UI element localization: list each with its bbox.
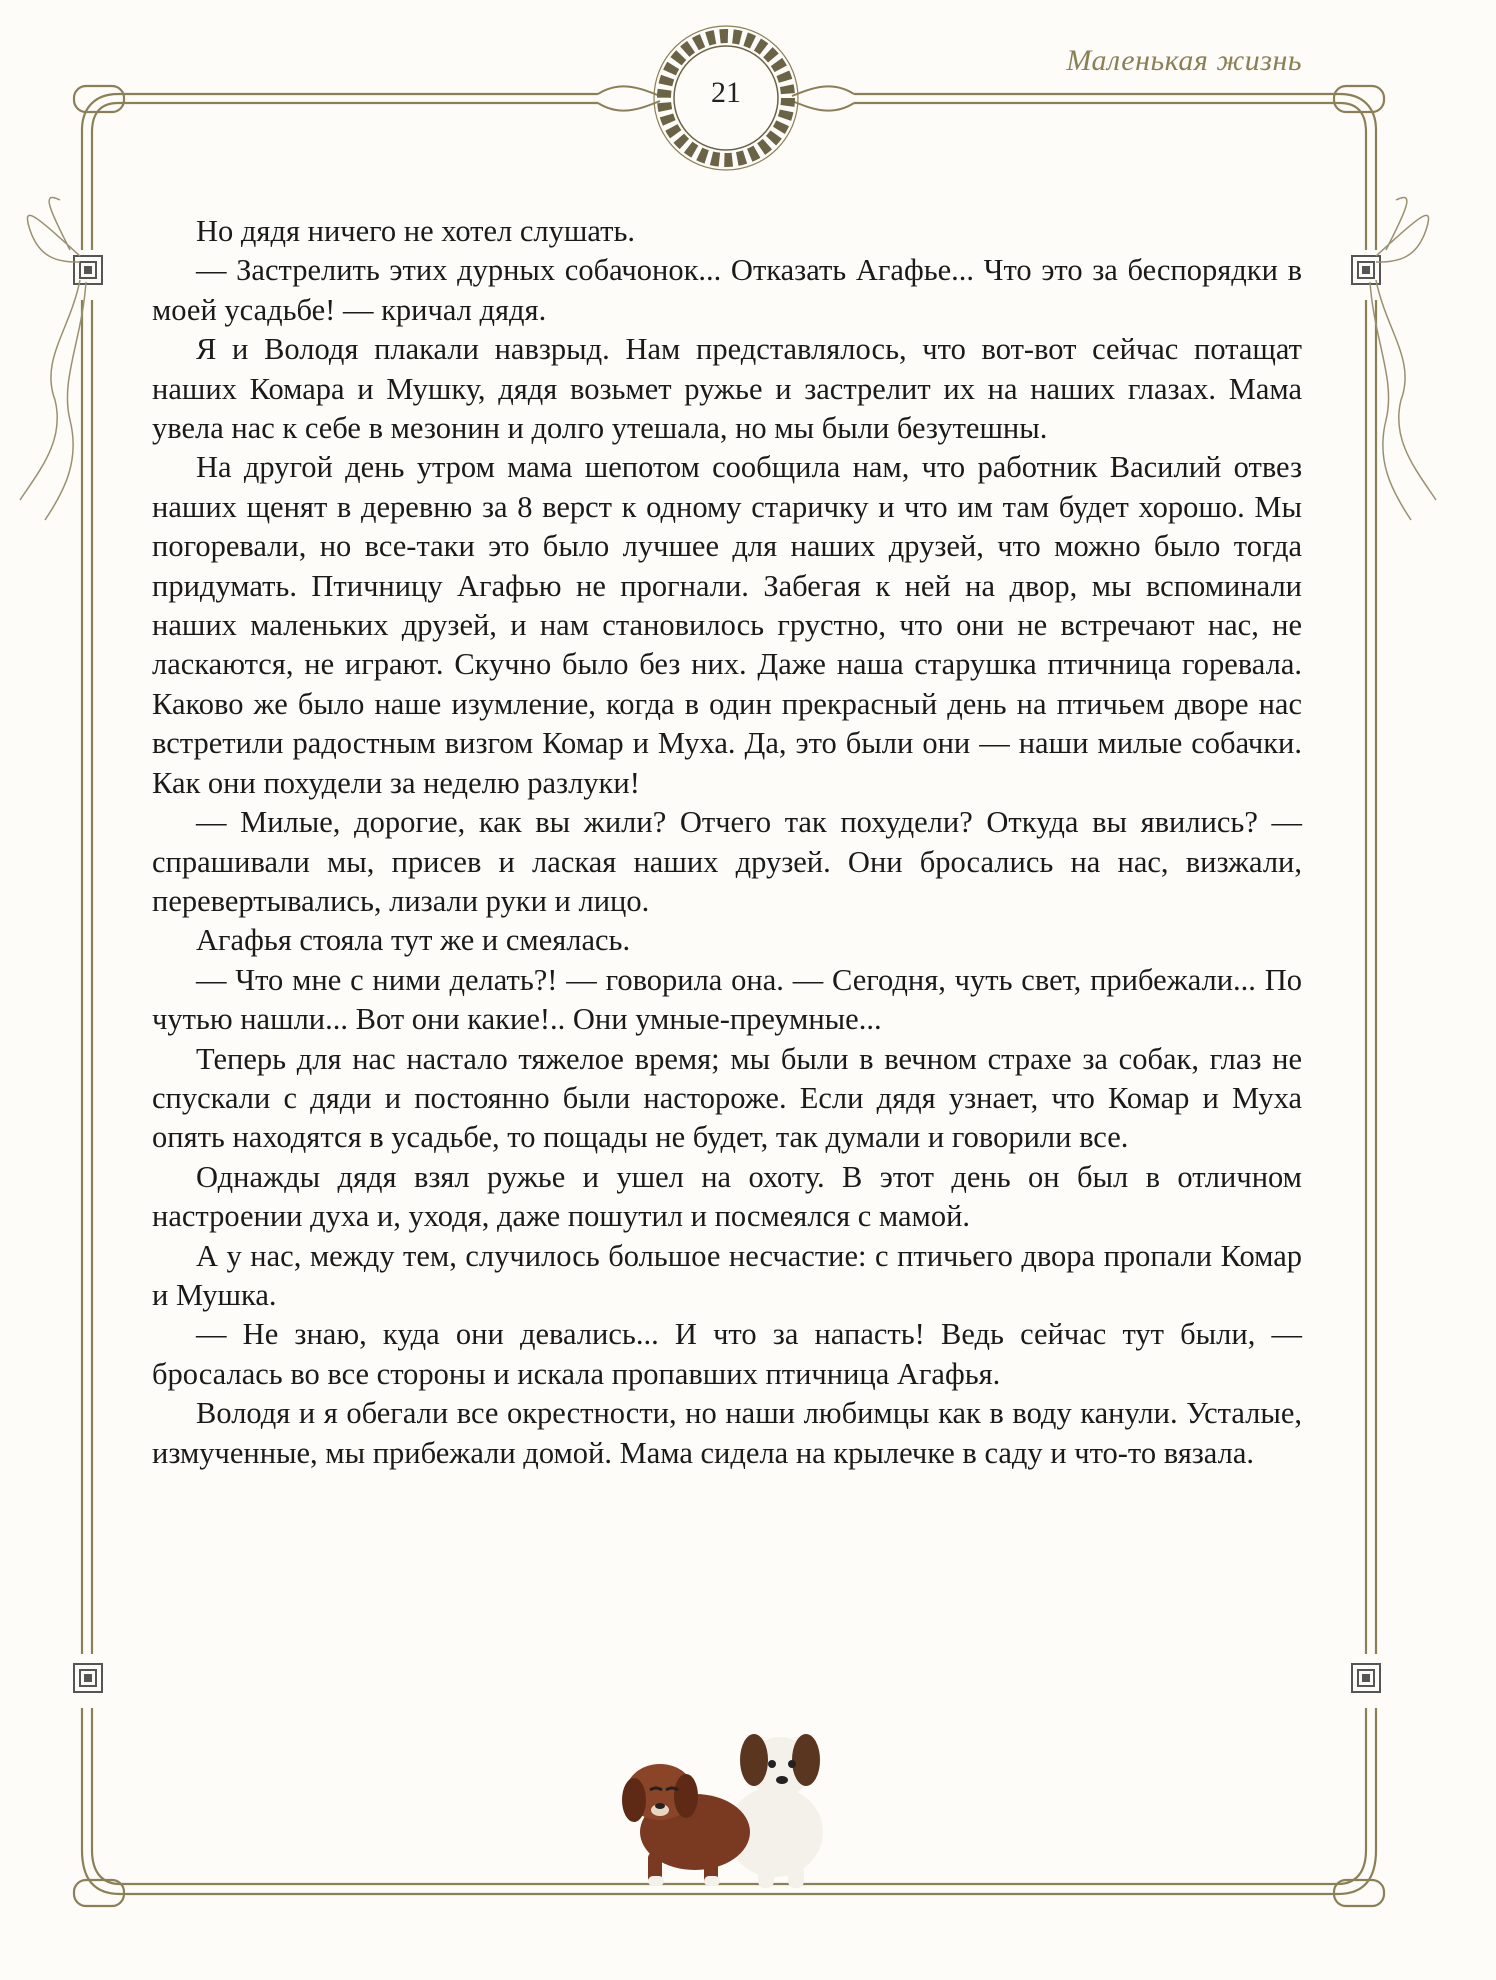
- ribbon-bow-icon: [1370, 197, 1436, 520]
- paragraph: А у нас, между тем, случилось большое несчастие: с птичьего двора пропали Комар и Мушка.: [152, 1238, 1302, 1312]
- paragraph: Но дядя ничего не хотел слушать.: [196, 214, 636, 248]
- paragraph: Володя и я обегали все окрестности, но наши любимцы как в воду канули. Усталые, измученные, мы прибежали домой. Мама сидела на крылечке в саду и что-то вязала.: [152, 1396, 1302, 1470]
- square-knot-icon: [74, 1664, 102, 1692]
- puppy-brown-icon: [622, 1764, 750, 1886]
- paragraph: — Не знаю, куда они девались... И что за напасть! Ведь сейчас тут были, — бросалась во все стороны и искала пропавших птичница Агафья.: [152, 1317, 1302, 1391]
- square-knot-icon: [1352, 256, 1380, 284]
- paragraph: Я и Володя плакали навзрыд. Нам представлялось, что вот-вот сейчас потащат наших Комара и Мушку, дядя возьмет ружье и застрелит их на наших глазах. Мама увела нас к себе в мезонин и долго утешала, но мы были безутешны.: [152, 332, 1302, 446]
- paragraph: На другой день утром мама шепотом сообщила нам, что работник Василий отвез наших щенят в деревню за 8 верст к одному старичку и что им там будет хорошо. Мы погоревали, но все-таки это было лучшее для наших друзей, что можно было тогда придумать. Птичницу Агафью не прогнали. Забегая к ней на двор, мы вспоминали наших маленьких друзей, и нам становилось грустно, что они не встречают нас, не ласкаются, не играют. Скучно было без них. Даже наша старушка птичница горевала. Каково же было наше изумление, когда в один прекрасный день на птичьем дворе нас встретили радостным визгом Комар и Муха. Да, это были они — наши милые собачки. Как они похудели за неделю разлуки!: [152, 450, 1302, 800]
- running-header: Маленькая жизнь: [1066, 44, 1302, 77]
- square-knot-icon: [1352, 1664, 1380, 1692]
- paragraph: — Милые, дорогие, как вы жили? Отчего так похудели? Откуда вы явились? — спрашивали мы, присев и лаская наших друзей. Они бросались на нас, визжали, перевертывались, лизали руки и лицо.: [152, 805, 1302, 918]
- paragraph: Агафья стояла тут же и смеялась.: [196, 923, 631, 958]
- two-puppies-illustration: [600, 1712, 860, 1892]
- paragraph: — Что мне с ними делать?! — говорила она. — Сегодня, чуть свет, прибежали... По чутью нашли... Вот они какие!.. Они умные-преумные...: [152, 962, 1302, 1037]
- page-number: 21: [711, 76, 741, 109]
- body-text: [152, 212, 1302, 1473]
- puppy-white-icon: [727, 1734, 823, 1888]
- paragraph: Теперь для нас настало тяжелое время; мы были в вечном страхе за собак, глаз не спускали с дяди и постоянно были настороже. Если дядя узнает, что Комар и Муха опять находятся в усадьбе, то пощады не будет, так думали и говорили все.: [152, 1041, 1302, 1155]
- paragraph: — Застрелить этих дурных собачонок... Отказать Агафье... Что это за беспорядки в моей усадьбе! — кричал дядя.: [152, 253, 1302, 327]
- square-knot-icon: [74, 256, 102, 284]
- ribbon-bow-icon: [20, 197, 86, 520]
- paragraph: Однажды дядя взял ружье и ушел на охоту. В этот день он был в отличном настроении духа и, уходя, даже пошутил и посмеялся с мамой.: [152, 1159, 1302, 1234]
